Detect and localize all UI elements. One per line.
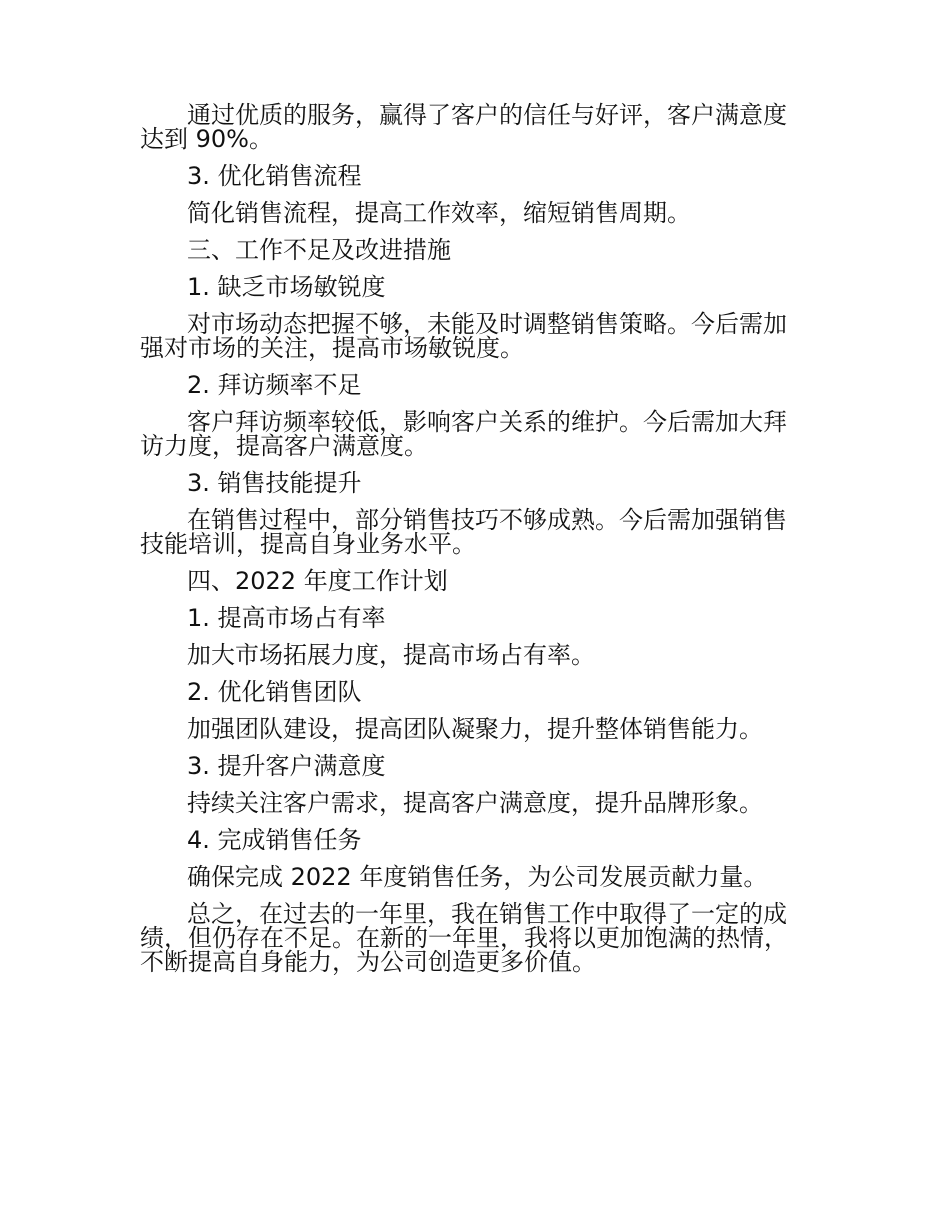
heading-sales-team: 2. 优化销售团队 xyxy=(187,678,362,706)
document-body xyxy=(140,103,810,987)
heading-market-sensitivity: 1. 缺乏市场敏锐度 xyxy=(187,273,386,301)
heading-customer-satisfaction: 3. 提升客户满意度 xyxy=(187,752,386,780)
paragraph-visit-frequency: 客户拜访频率较低，影响客户关系的维护。今后需加大拜访力度，提高客户满意度。 xyxy=(140,408,787,460)
heading-optimize-sales-process: 3. 优化销售流程 xyxy=(187,162,362,190)
paragraph-simplify-process: 简化销售流程，提高工作效率，缩短销售周期。 xyxy=(187,199,691,227)
heading-sales-tasks: 4. 完成销售任务 xyxy=(187,826,362,854)
heading-visit-frequency: 2. 拜访频率不足 xyxy=(187,371,362,399)
paragraph-sales-skills: 在销售过程中，部分销售技巧不够成熟。今后需加强销售技能培训，提高自身业务水平。 xyxy=(140,506,787,558)
paragraph-sales-tasks: 确保完成 2022 年度销售任务，为公司发展贡献力量。 xyxy=(187,863,768,891)
paragraph-market-share: 加大市场拓展力度，提高市场占有率。 xyxy=(187,641,595,669)
heading-sales-skills: 3. 销售技能提升 xyxy=(187,469,362,497)
paragraph-service-satisfaction: 通过优质的服务，赢得了客户的信任与好评，客户满意度达到 90%。 xyxy=(140,101,787,153)
paragraph-conclusion: 总之，在过去的一年里，我在销售工作中取得了一定的成绩，但仍存在不足。在新的一年里，我将以更加饱满的热情，不断提高自身能力，为公司创造更多价值。 xyxy=(140,900,788,976)
paragraph-sales-team: 加强团队建设，提高团队凝聚力，提升整体销售能力。 xyxy=(187,715,763,743)
section-heading-shortcomings: 三、工作不足及改进措施 xyxy=(187,236,451,264)
section-heading-2022-plan: 四、2022 年度工作计划 xyxy=(187,567,448,595)
heading-market-share: 1. 提高市场占有率 xyxy=(187,604,386,632)
paragraph-customer-satisfaction: 持续关注客户需求，提高客户满意度，提升品牌形象。 xyxy=(187,789,763,817)
paragraph-market-sensitivity: 对市场动态把握不够，未能及时调整销售策略。今后需加强对市场的关注，提高市场敏锐度。 xyxy=(140,310,787,362)
